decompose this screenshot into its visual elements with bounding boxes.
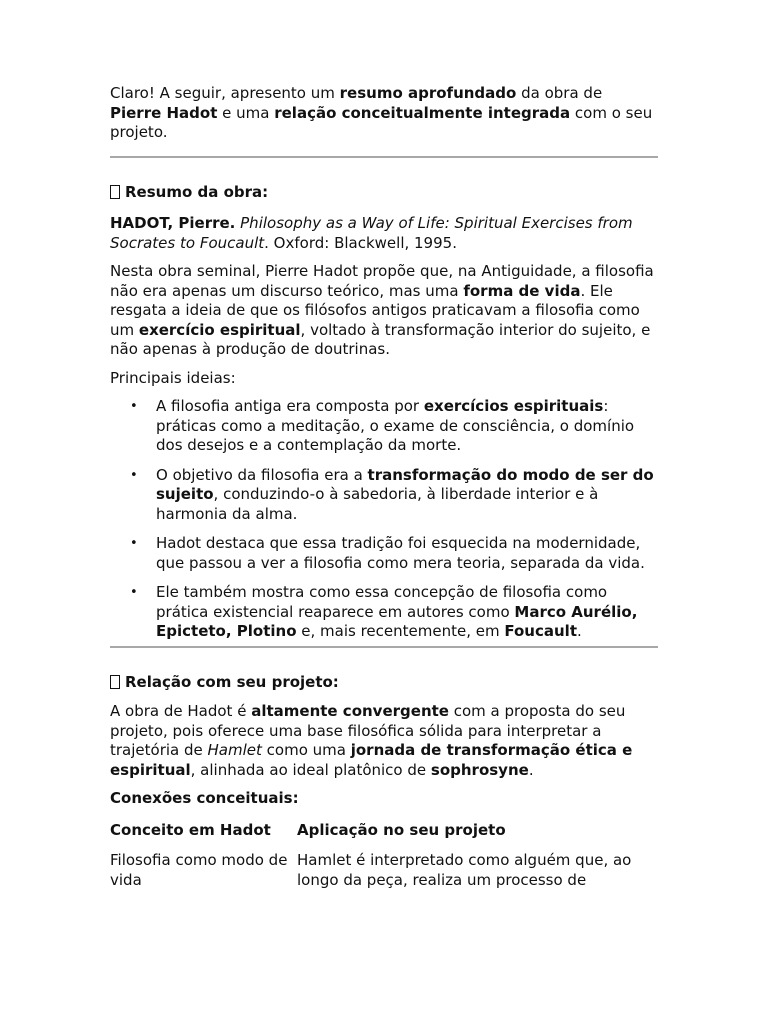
missing-glyph-icon bbox=[110, 185, 120, 199]
document-page bbox=[110, 84, 658, 890]
summary-heading: Resumo da obra: bbox=[110, 183, 658, 203]
bullet-icon: • bbox=[130, 399, 138, 414]
table-cell: Filosofia como modo de vida bbox=[110, 851, 288, 889]
relation-heading: Relação com seu projeto: bbox=[110, 673, 658, 693]
relation-paragraph: A obra de Hadot é altamente convergente com a proposta do seu projeto, pois oferece uma base filosófica sólida para interpretar a trajetória de Hamlet como uma jornada de transformação ética e espiritual, alinhada ao ideal platônico de sophrosyne. bbox=[110, 702, 633, 779]
list-item: • A filosofia antiga era composta por exercícios espirituais: práticas como a meditação, o exame de consciência, o domínio dos desejos e a contemplação da morte. bbox=[130, 397, 635, 454]
ideas-label: Principais ideias: bbox=[110, 368, 236, 387]
table-row bbox=[110, 851, 658, 890]
ideas-list bbox=[110, 397, 658, 642]
table-header-row bbox=[110, 821, 658, 852]
connections-label: Conexões conceituais: bbox=[110, 789, 299, 807]
divider bbox=[110, 156, 658, 158]
list-item: • Ele também mostra como essa concepção de filosofia como prática existencial reaparece em autores como Marco Aurélio, Epicteto, Plotino e, mais recentemente, em Foucault. bbox=[130, 583, 638, 640]
table-header: Conceito em Hadot bbox=[110, 820, 271, 839]
summary-paragraph: Nesta obra seminal, Pierre Hadot propõe que, na Antiguidade, a filosofia não era apenas um discurso teórico, mas uma forma de vida. Ele resgata a ideia de que os filósofos antigos praticavam a filosofia como um exercício espiritual, voltado à transformação interior do sujeito, e não apenas à produção de doutrinas. bbox=[110, 262, 654, 358]
missing-glyph-icon bbox=[110, 675, 120, 689]
concepts-table bbox=[110, 821, 658, 891]
table-header: Aplicação no seu projeto bbox=[297, 820, 506, 839]
citation: HADOT, Pierre. Philosophy as a Way of Life: Spiritual Exercises from Socrates to Foucault. Oxford: Blackwell, 1995. bbox=[110, 214, 633, 252]
divider bbox=[110, 646, 658, 648]
intro-paragraph: Claro! A seguir, apresento um resumo aprofundado da obra de Pierre Hadot e uma relação conceitualmente integrada com o seu projeto. bbox=[110, 84, 653, 141]
list-item: • O objetivo da filosofia era a transformação do modo de ser do sujeito, conduzindo-o à sabedoria, à liberdade interior e à harmonia da alma. bbox=[130, 465, 654, 523]
bullet-icon: • bbox=[130, 536, 138, 551]
bullet-icon: • bbox=[130, 467, 138, 483]
list-item: • Hadot destaca que essa tradição foi esquecida na modernidade, que passou a ver a filosofia como mera teoria, separada da vida. bbox=[130, 534, 645, 572]
bullet-icon: • bbox=[130, 585, 138, 600]
table-cell: Hamlet é interpretado como alguém que, ao longo da peça, realiza um processo de bbox=[297, 851, 632, 889]
